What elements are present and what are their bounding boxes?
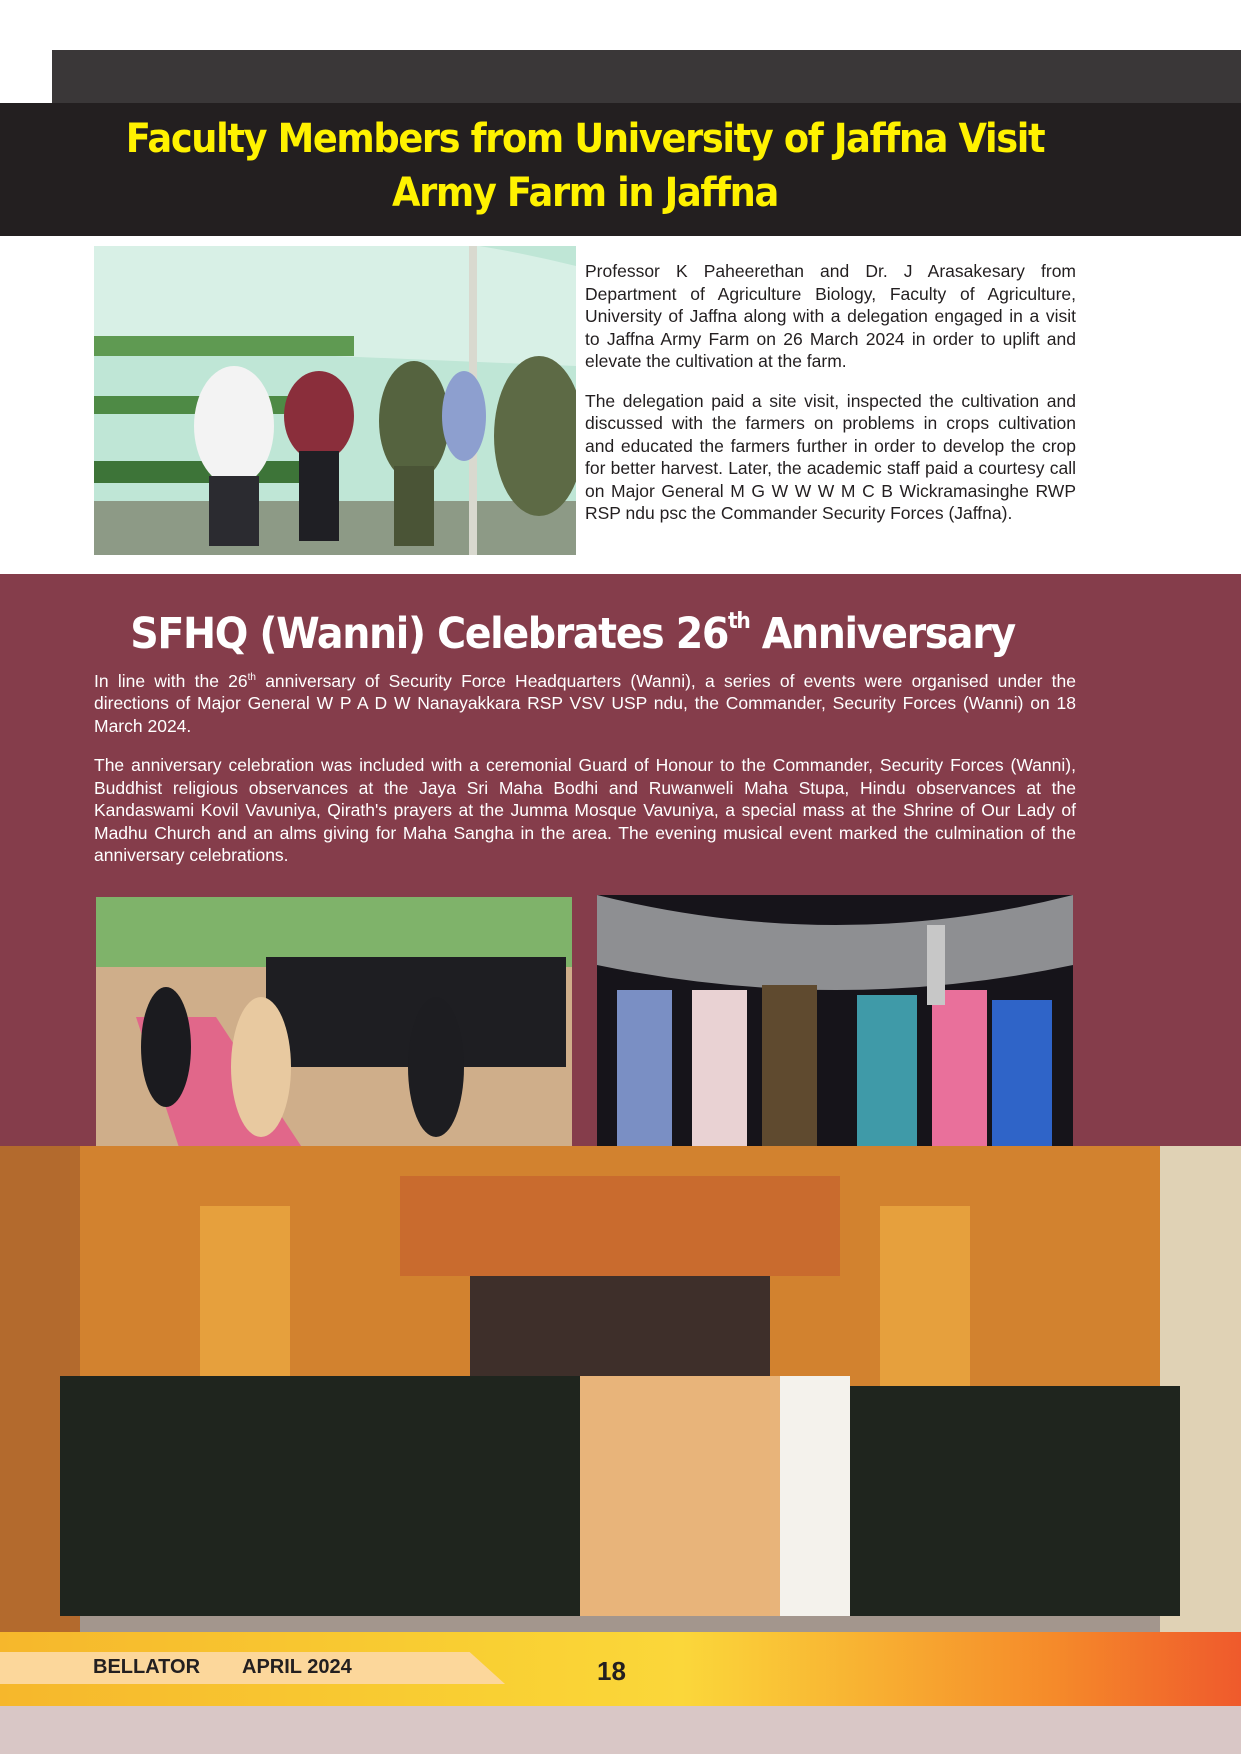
article2-title xyxy=(46,594,1099,662)
article1-title-line1: Faculty Members from University of Jaffna Visit xyxy=(125,116,1045,162)
temple-group-photo xyxy=(0,1146,1241,1632)
article2-title-main: SFHQ (Wanni) Celebrates 26 xyxy=(130,609,729,659)
article2-title-sup: th xyxy=(728,609,750,634)
article1-title xyxy=(47,112,1123,220)
footer-floor xyxy=(0,1706,1241,1754)
page-number: 18 xyxy=(597,1656,626,1686)
article2-title-end: Anniversary xyxy=(749,609,1015,659)
article2-para1-start: In line with the 26 xyxy=(94,670,248,691)
article2-paragraph1 xyxy=(94,667,1076,737)
article2-para1-end: anniversary of Security Force Headquarters (Wanni), a series of events were organised under the directions of Major General W P A D W Nanayakkara RSP VSV USP ndu, the Commander, Security Forces (Wanni) on 18 March 2024. xyxy=(94,670,1076,736)
issue-date: APRIL 2024 xyxy=(242,1656,352,1678)
header-grey-bar xyxy=(52,50,1241,105)
article1-title-line2: Army Farm in Jaffna xyxy=(392,170,778,216)
magazine-name: BELLATOR xyxy=(93,1656,201,1678)
article1-paragraph2: The delegation paid a site visit, inspected the cultivation and discussed with the farmers on problems in crops cultivation and educated the farmers further in order to develop the crop for better harvest. Later, the academic staff paid a courtesy call on Major General M G W W W M C B Wickramasinghe RWP RSP ndu psc the Commander Security Forces (Jaffna). xyxy=(585,390,1076,523)
article2-text xyxy=(94,667,1076,867)
greenhouse-visit-photo xyxy=(94,246,576,555)
article2-para1-sup: th xyxy=(247,672,256,683)
article1-paragraph1: Professor K Paheerethan and Dr. J Arasakesary from Department of Agriculture Biology, Faculty of Agriculture, University of Jaffna along with a delegation engaged in a visit to Jaffna Army Farm on 26 March 2024 in order to uplift and elevate the cultivation at the farm. xyxy=(585,261,1076,371)
article2-paragraph2: The anniversary celebration was included with a ceremonial Guard of Honour to the Commander, Security Forces (Wanni), Buddhist religious observances at the Jaya Sri Maha Bodhi and Ruwanweli Maha Stupa, Hindu observances at the Kandaswami Kovil Vavuniya, Qirath's prayers at the Jumma Mosque Vavuniya, a special mass at the Shrine of Our Lady of Madhu Church and an alms giving for Maha Sangha in the area. The evening musical event marked the culmination of the anniversary celebrations. xyxy=(94,755,1076,866)
article1-text xyxy=(585,260,1076,525)
